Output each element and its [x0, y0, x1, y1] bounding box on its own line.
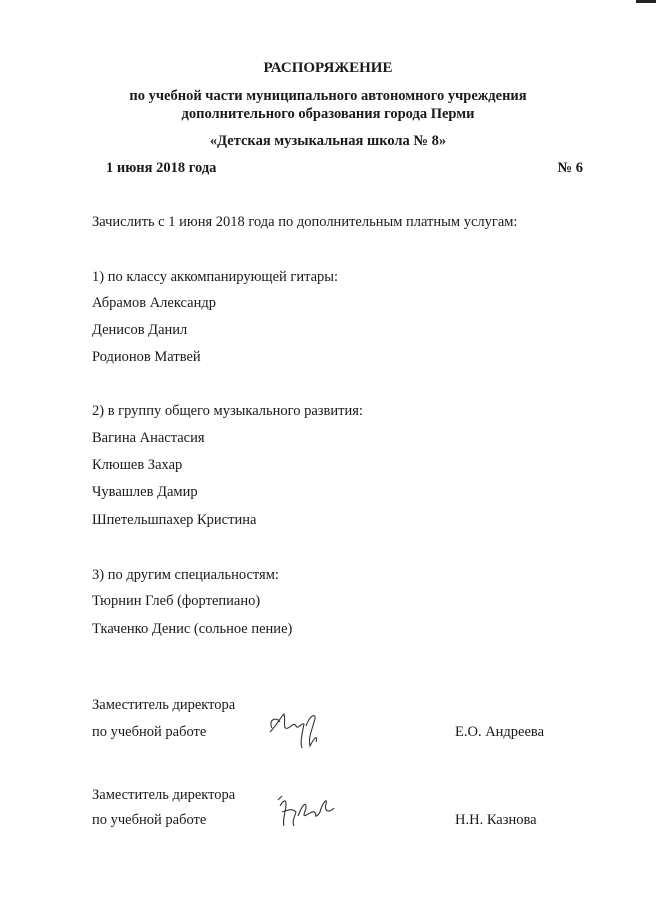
list-item: Тюрнин Глеб (фортепиано): [92, 593, 261, 609]
group-heading: 2) в группу общего музыкального развития:: [92, 403, 363, 419]
handwritten-signature: [266, 708, 326, 754]
group-heading: 3) по другим специальностям:: [92, 567, 279, 583]
signer-position: Заместитель директора: [92, 697, 236, 713]
intro-text: Зачислить с 1 июня 2018 года по дополнительным платным услугам:: [92, 214, 518, 230]
list-item: Чувашлев Дамир: [92, 484, 198, 500]
list-item: Денисов Данил: [92, 322, 188, 338]
list-item: Шпетельшпахер Кристина: [92, 512, 257, 528]
scan-mark: [636, 0, 656, 3]
signer-name: Н.Н. Казнова: [455, 812, 537, 828]
group-heading: 1) по классу аккомпанирующей гитары:: [92, 269, 339, 285]
list-item: Клюшев Захар: [92, 457, 183, 473]
subtitle-line-1: по учебной части муниципального автономного учреждения: [129, 88, 527, 104]
list-item: Абрамов Александр: [92, 295, 216, 311]
document-title: РАСПОРЯЖЕНИЕ: [263, 60, 393, 76]
subtitle-line-2: дополнительного образования города Перми: [181, 106, 475, 122]
signer-position: по учебной работе: [92, 724, 207, 740]
document-number: № 6: [557, 160, 583, 176]
school-name: «Детская музыкальная школа № 8»: [209, 133, 447, 149]
list-item: Вагина Анастасия: [92, 430, 205, 446]
list-item: Родионов Матвей: [92, 349, 201, 365]
list-item: Ткаченко Денис (сольное пение): [92, 621, 293, 637]
signer-position: Заместитель директора: [92, 787, 236, 803]
handwritten-signature: [272, 792, 342, 832]
signer-position: по учебной работе: [92, 812, 207, 828]
document-date: 1 июня 2018 года: [106, 160, 217, 176]
signer-name: Е.О. Андреева: [455, 724, 545, 740]
